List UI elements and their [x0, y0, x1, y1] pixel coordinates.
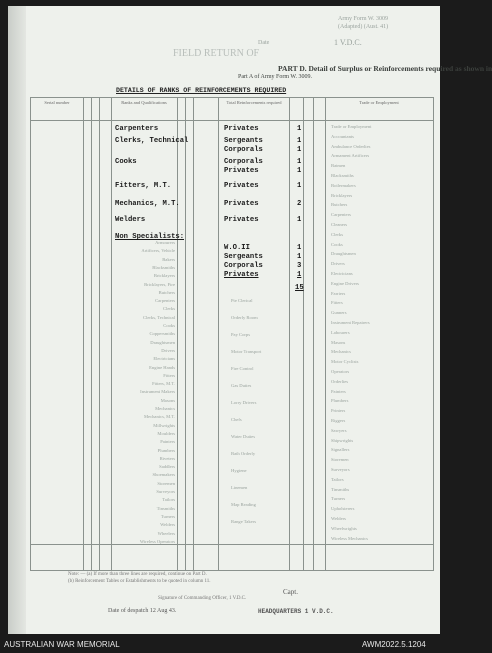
form-trade-label: Wheelers	[157, 530, 175, 536]
form-trade-label: Fitters, M.T.	[152, 381, 175, 387]
form-trade-label: Operators	[331, 369, 350, 374]
form-trade-label: Turners	[331, 496, 346, 502]
footer-accession: AWM2022.5.1204	[362, 640, 426, 649]
form-trade-label: Storemen	[157, 480, 175, 486]
unit-name: HEADQUARTERS 1 V.D.C.	[258, 608, 334, 615]
form-trade-label: Fire Control	[231, 366, 254, 371]
table-row: Privates 1	[224, 167, 302, 175]
form-trade-label: Fitters	[163, 372, 175, 378]
form-trade-label: Boilermakers	[331, 182, 356, 188]
col-trade: Trade or Employment	[359, 100, 399, 105]
form-trade-label: Gunners	[331, 310, 347, 316]
form-trade-label: Fitters	[331, 300, 343, 306]
form-trade-label: Clerks	[331, 231, 343, 237]
form-trade-label: Bricklayers	[331, 192, 353, 198]
form-trade-label: Mechanics	[155, 406, 175, 411]
form-trade-label: Mechanics	[331, 349, 351, 355]
form-trade-label: Millwrights	[153, 422, 175, 428]
form-trade-label: Bath Orderly	[231, 451, 256, 456]
form-trade-label: Electricians	[153, 356, 175, 362]
table-row: Fitters, M.T. Privates 1	[115, 182, 302, 190]
form-trade-label: Turners	[160, 513, 175, 519]
form-trade-label: Instrument Makers	[140, 389, 175, 395]
form-trade-label: Painters	[331, 388, 346, 394]
form-trade-label: Electricians	[331, 271, 353, 276]
form-trade-label: Riggers	[331, 418, 346, 423]
total-row: 15	[295, 284, 304, 292]
form-trade-label: Welders	[331, 516, 346, 521]
table-row: W.O.II 1	[224, 244, 302, 252]
form-trade-label: Gas Duties	[231, 383, 252, 388]
form-trade-label: Sawyers	[331, 427, 347, 433]
bleed-heading: FIELD RETURN OF	[173, 48, 260, 59]
form-trade-label: Painters	[160, 439, 175, 445]
part-subtitle: Part A of Army Form W. 3009.	[238, 74, 313, 80]
form-trade-label: Farriers	[331, 290, 346, 296]
form-trade-label: Tinsmiths	[331, 486, 350, 492]
table-title: DETAILS OF RANKS OF REINFORCEMENTS REQUIRED	[116, 87, 287, 94]
form-trade-label: Trade or Employment	[331, 124, 372, 129]
form-trade-label: Orderlies	[331, 378, 349, 384]
part-title: PART D. Detail of Surplus or Reinforcements required as shown in	[278, 64, 492, 73]
form-trade-label: Bricklayers	[153, 273, 175, 279]
form-trade-label: Wireless Mechanics	[331, 535, 368, 541]
form-trade-label: Blacksmiths	[331, 173, 354, 178]
form-ref-sub: (Adapted) (Aust. 41)	[338, 24, 389, 30]
page-shadow	[8, 6, 26, 634]
form-trade-label: Carpenters	[331, 212, 351, 218]
form-trade-label: Range Takers	[231, 519, 256, 524]
form-trade-label: Drivers	[331, 261, 345, 267]
footer-institution: AUSTRALIAN WAR MEMORIAL	[4, 640, 120, 649]
form-trade-label: Orderly Room	[231, 315, 258, 320]
form-trade-label: Instrument Repairers	[331, 320, 370, 325]
signature-role: Signature of Commanding Officer, 1 V.D.C.	[158, 596, 247, 601]
form-trade-label: Shoemakers	[152, 472, 175, 478]
table-row: Welders Privates 1	[115, 216, 302, 224]
form-trade-label: Wheelwrights	[331, 525, 357, 531]
form-trade-label: Tailors	[162, 497, 175, 503]
form-trade-label: Engine Hands	[149, 364, 175, 370]
form-trade-label: Draughtsmen	[331, 251, 356, 257]
form-trade-label: Bakers	[162, 256, 175, 262]
table-row: Non Specialists:	[115, 233, 185, 241]
form-trade-label: Batmen	[331, 163, 346, 169]
form-trade-label: Carpenters	[155, 298, 175, 304]
form-trade-label: Mechanics, M.T.	[143, 414, 175, 420]
form-trade-label: Saddlers	[159, 464, 175, 470]
table-row: Privates 1	[224, 271, 302, 279]
form-trade-label: Cooks	[163, 323, 175, 328]
form-trade-label: Butchers	[331, 202, 348, 208]
form-trade-label: Linemen	[231, 485, 248, 490]
form-trade-label: Engine Drivers	[331, 280, 359, 286]
reinforcement-table	[30, 97, 434, 571]
form-trade-label: Storemen	[331, 457, 349, 463]
form-trade-label: Surveyors	[156, 489, 175, 494]
form-trade-label: Tinsmiths	[156, 505, 175, 511]
date-of-despatch: Date of despatch 12 Aug 43.	[108, 608, 177, 614]
unit-mark: 1 V.D.C.	[334, 38, 362, 47]
form-trade-label: Clerks	[163, 306, 175, 312]
table-row: Mechanics, M.T. Privates 2	[115, 200, 302, 208]
table-row: Sergeants 1	[224, 253, 302, 261]
form-trade-label: Moulders	[157, 430, 175, 436]
form-trade-label: Plumbers	[331, 398, 349, 404]
signature: Capt.	[283, 588, 298, 596]
form-trade-label: Tailors	[331, 476, 344, 482]
form-trade-label: Armament Artificers	[331, 153, 370, 159]
form-trade-label: Shipwrights	[331, 437, 354, 443]
form-trade-label: Masons	[331, 339, 346, 345]
form-trade-label: Riveters	[159, 455, 175, 461]
form-trade-label: Draughtsmen	[150, 339, 175, 345]
table-row: Corporals 1	[224, 146, 302, 154]
col-ranks: Ranks and Qualifications	[121, 100, 167, 105]
form-trade-label: Cooks	[331, 241, 343, 247]
form-page	[8, 6, 492, 634]
form-trade-label: Armourers	[155, 240, 175, 245]
table-row: Corporals 3	[224, 262, 302, 270]
form-trade-label: Surveyors	[331, 467, 350, 472]
note-line-2: (b) Reinforcement Tables or Establishments to be quoted in column 11.	[68, 579, 211, 584]
col-total-reinf: Total Reinforcements required	[226, 100, 282, 105]
form-trade-label: Signallers	[331, 447, 350, 453]
form-trade-label: Labourers	[331, 329, 350, 335]
form-trade-label: Pay Corps	[231, 332, 251, 337]
form-ref: Army Form W. 3009	[338, 16, 389, 22]
form-trade-label: Accountants	[331, 133, 354, 139]
table-row: Cooks Corporals 1	[115, 158, 302, 166]
form-trade-label: Blacksmiths	[152, 264, 175, 270]
table-row: Clerks, Technical Sergeants 1	[115, 137, 302, 145]
form-trade-label: Plumbers	[157, 447, 175, 453]
form-trade-label: Wireless Operators	[139, 538, 175, 544]
form-trade-label: Artificers, Vehicle	[141, 248, 175, 254]
form-trade-label: Clerks, Technical	[143, 314, 175, 320]
form-trade-label: Motor Transport	[231, 349, 262, 354]
form-trade-label: Ambulance Orderlies	[331, 143, 371, 149]
col-serial: Serial number	[44, 100, 70, 105]
form-trade-label: Printers	[331, 408, 346, 414]
form-trade-label: Butchers	[158, 289, 175, 295]
form-trade-label: Coppersmiths	[149, 331, 175, 337]
form-trade-label: Cleaners	[331, 222, 348, 227]
form-trade-label: Pte Clerical	[231, 298, 253, 303]
form-trade-label: Upholsterers	[331, 506, 355, 512]
form-trade-label: Drivers	[161, 347, 175, 353]
form-trade-label: Bricklayers, Fire	[144, 281, 175, 287]
form-trade-label: Welders	[160, 522, 175, 528]
form-trade-label: Lorry Drivers	[231, 400, 257, 405]
table-row: Carpenters Privates 1	[115, 125, 302, 133]
form-trade-label: Masons	[160, 397, 175, 403]
form-trade-label: Hygiene	[231, 468, 247, 473]
form-trade-label: Water Duties	[231, 434, 255, 439]
note-line-1: Note: — (a) If more than three lines are required, continue on Part D.	[68, 572, 207, 577]
form-trade-label: Map Reading	[231, 502, 256, 507]
form-trade-label: Motor Cyclists	[331, 359, 359, 365]
date-label: Date	[258, 40, 270, 46]
form-trade-label: Chefs	[231, 417, 242, 422]
